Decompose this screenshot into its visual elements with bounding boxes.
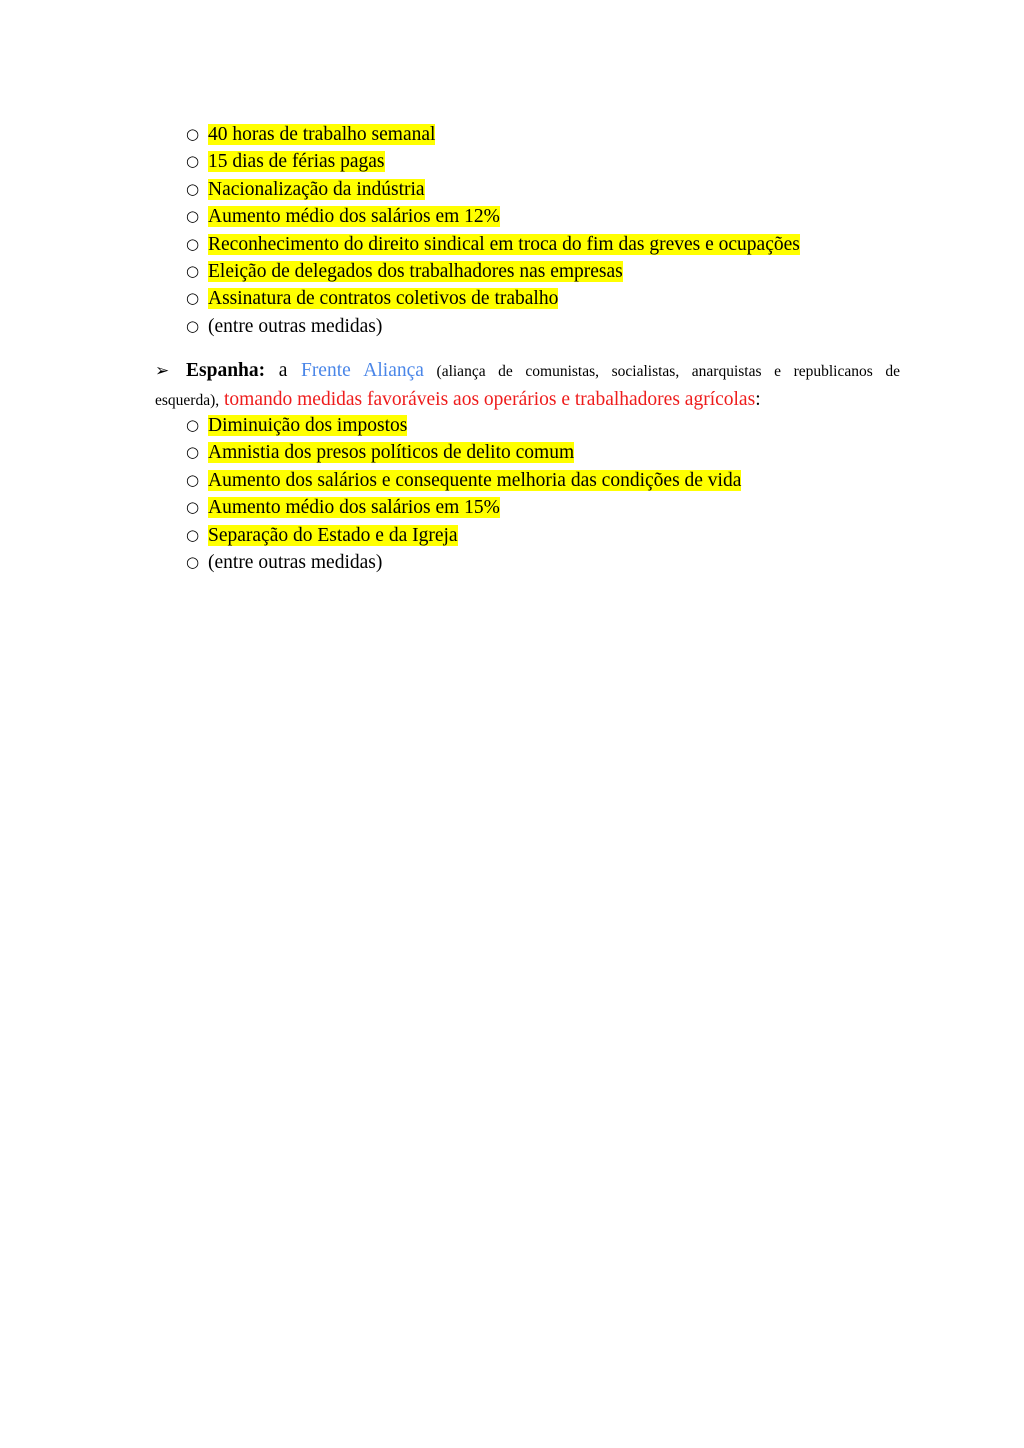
circle-bullet-icon: ○ <box>186 416 200 434</box>
spain-paragraph <box>155 357 900 415</box>
list-item-text: Aumento médio dos salários em 12% <box>208 206 500 228</box>
list-item <box>186 439 741 466</box>
colon: : <box>755 389 761 410</box>
parenthetical-text-end: esquerda), <box>155 392 220 409</box>
list-item <box>186 467 741 494</box>
list-item <box>186 522 741 549</box>
list-item <box>186 121 800 148</box>
spain-section <box>155 357 900 415</box>
country-label: Espanha: <box>186 360 266 381</box>
list-item <box>186 203 800 230</box>
circle-bullet-icon: ○ <box>186 152 200 171</box>
circle-bullet-icon: ○ <box>186 289 200 308</box>
list-item-text: 40 horas de trabalho semanal <box>208 124 436 145</box>
circle-bullet-icon: ○ <box>186 470 200 489</box>
circle-bullet-icon: ○ <box>186 443 200 462</box>
parenthetical-text: (aliança de comunistas, socialistas, anarquistas e republicanos de <box>423 363 900 380</box>
circle-bullet-icon: ○ <box>186 261 200 280</box>
circle-bullet-icon: ○ <box>186 525 200 544</box>
circle-bullet-icon: ○ <box>186 125 200 143</box>
list-item <box>186 494 741 521</box>
list-item <box>186 285 800 312</box>
list-item-text: Assinatura de contratos coletivos de trabalho <box>208 288 559 310</box>
arrow-bullet-icon: ➢ <box>155 361 170 381</box>
france-measures-list <box>186 121 800 340</box>
circle-bullet-icon: ○ <box>186 207 200 226</box>
list-item <box>186 176 800 203</box>
list-item-text: Diminuição dos impostos <box>208 415 408 436</box>
list-item-text: Aumento médio dos salários em 15% <box>208 497 500 519</box>
circle-bullet-icon: ○ <box>186 316 200 335</box>
list-item-text: (entre outras medidas) <box>208 551 383 573</box>
front-name: Frente Aliança <box>300 360 424 381</box>
list-item-text: Reconhecimento do direito sindical em troca do fim das greves e ocupações <box>208 233 800 255</box>
list-item-text: Separação do Estado e da Igreja <box>208 524 458 546</box>
list-item <box>186 148 800 175</box>
circle-bullet-icon: ○ <box>186 552 200 571</box>
list-item-text: Amnistia dos presos políticos de delito comum <box>208 442 575 464</box>
list-item-text: Nacionalização da indústria <box>208 178 425 200</box>
list-item <box>186 313 800 340</box>
list-item-text: (entre outras medidas) <box>208 315 383 337</box>
list-item-text: Eleição de delegados dos trabalhadores nas empresas <box>208 260 623 282</box>
highlighted-red-text: tomando medidas favoráveis aos operários e trabalhadores agrícolas <box>219 389 756 410</box>
list-item <box>186 258 800 285</box>
list-item <box>186 549 741 576</box>
list-item <box>186 412 741 439</box>
list-item-text: 15 dias de férias pagas <box>208 151 385 173</box>
circle-bullet-icon: ○ <box>186 234 200 253</box>
list-item-text: Aumento dos salários e consequente melhoria das condições de vida <box>208 469 742 491</box>
article-text: a <box>265 360 301 381</box>
spain-measures-list <box>186 412 741 576</box>
circle-bullet-icon: ○ <box>186 498 200 517</box>
list-item <box>186 231 800 258</box>
circle-bullet-icon: ○ <box>186 179 200 198</box>
